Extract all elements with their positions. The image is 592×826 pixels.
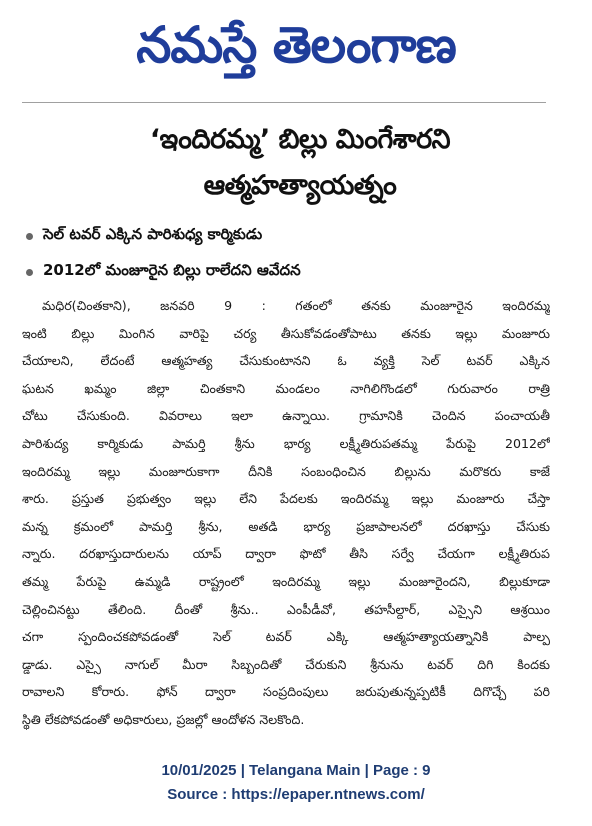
bullet-item xyxy=(22,254,562,290)
bullet-dot-icon xyxy=(26,233,33,240)
body-line: మధిర(చింతకాని), జనవరి 9 : గతంలో తనకు మంజూరైన ఇందిరమ్మ xyxy=(42,298,550,313)
newspaper-masthead xyxy=(0,8,592,86)
headline-line-1: ‘ఇందిరమ్మ’ బిల్లు మింగేశారని xyxy=(149,124,451,155)
body-line: ఇందిరమ్మ ఇల్లు మంజూరుకాగా దీనికి సంబంధించిన బిల్లును మరొకరు కాజే xyxy=(22,463,550,479)
masthead-divider xyxy=(22,102,546,103)
body-line: స్థితి లేకపోవడంతో అధికారులు, ప్రజల్లో ఆందోళన నెలకొంది. xyxy=(22,711,305,727)
body-line: న్నారు. దరఖాస్తుదారులను యాప్ ద్వారా ఫొటో తీసి సర్వే చేయగా లక్ష్మీతిరుప xyxy=(22,546,550,562)
body-line: డ్డాడు. ఎస్సై నాగుల్ మీరా సిబ్బందితో చేరుకుని శ్రీనును టవర్ దిగి కిందకు xyxy=(22,656,550,672)
masthead-title: నమస్తే తెలంగాణ xyxy=(136,16,456,74)
body-line: ఘటన ఖమ్మం జిల్లా చింతకాని మండలం నాగిలిగొండలో గురువారం రాత్రి xyxy=(22,380,550,396)
bullet-item xyxy=(22,218,562,254)
body-line: ఇంటి బిల్లు మింగిన వారిపై చర్య తీసుకోవడంతోపాటు తనకు ఇల్లు మంజూరు xyxy=(22,325,550,341)
bullet-text: 2012లో మంజూరైన బిల్లు రాలేదని ఆవేదన xyxy=(43,261,301,279)
article-body xyxy=(22,292,550,734)
body-line: చగా స్పందించకపోవడంతో సెల్ టవర్ ఎక్కి ఆత్మహత్యాయత్నానికి పాల్ప xyxy=(22,629,550,645)
body-line: చేయాలని, లేదంటే ఆత్మహత్య చేసుకుంటానని ఓ వ్యక్తి సెల్ టవర్ ఎక్కిన xyxy=(22,353,550,369)
bullet-dot-icon xyxy=(26,269,33,276)
footer-meta: 10/01/2025 | Telangana Main | Page : 9 xyxy=(161,762,431,779)
body-line: చోటు చేసుకుంది. వివరాలు ఇలా ఉన్నాయి. గ్రామానికి చెందిన పంచాయతీ xyxy=(22,408,550,424)
body-line: చెల్లించినట్టు తేలింది. దీంతో శ్రీను.. ఎంపీడీవో, తహసీల్దార్, ఎస్సైని ఆశ్రయిం xyxy=(22,601,550,617)
footer-source: Source : https://epaper.ntnews.com/ xyxy=(167,786,425,803)
headline-line-2: ఆత్మహత్యాయత్నం xyxy=(203,170,397,201)
body-line: శారు. ప్రస్తుత ప్రభుత్వం ఇల్లు లేని పేదలకు ఇందిరమ్మ ఇల్లు మంజూరు చేస్తా xyxy=(22,491,550,507)
body-line: రావాలని కోరారు. ఫోన్ ద్వారా సంప్రదింపులు జరుపుతున్నప్పటికీ దిగొచ్చే పరి xyxy=(22,684,550,700)
body-line: తమ్మ పేరుపై ఉమ్మడి రాష్ట్రంలో ఇందిరమ్మ ఇల్లు మంజూరైందని, బిల్లుకూడా xyxy=(22,573,550,589)
bullet-text: సెల్ టవర్ ఎక్కిన పారిశుధ్య కార్మికుడు xyxy=(43,225,263,243)
subheadline-bullets xyxy=(22,218,562,290)
body-line: మన్న క్రమంలో పామర్తి శ్రీను, అతడి భార్య ప్రజాపాలనలో దరఖాస్తు చేసుకు xyxy=(22,518,550,534)
body-line: పారిశుద్య కార్మికుడు పామర్తి శ్రీను భార్య లక్ష్మీతిరుపతమ్మ పేరుపై 2012లో xyxy=(22,435,550,451)
